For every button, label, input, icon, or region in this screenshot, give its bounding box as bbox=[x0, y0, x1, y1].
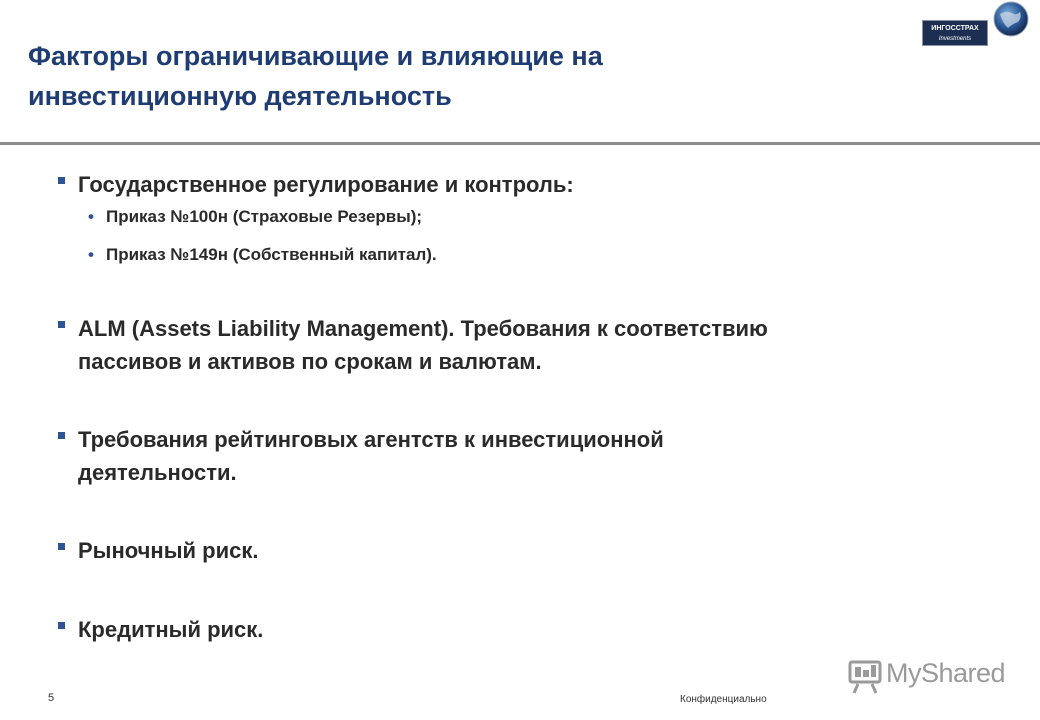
bullet-list bbox=[58, 168, 958, 646]
sub-item-text: Приказ №149н (Собственный капитал). bbox=[106, 245, 437, 264]
confidential-label: Конфиденциально bbox=[680, 694, 767, 705]
square-bullet-icon bbox=[58, 543, 65, 550]
item-text: Рыночный риск. bbox=[78, 538, 259, 563]
list-item-rating-agencies bbox=[58, 423, 958, 489]
item-text: Государственное регулирование и контроль: bbox=[78, 172, 574, 197]
item-text-line: деятельности. bbox=[78, 460, 237, 485]
sub-item-order-149n bbox=[58, 245, 958, 265]
item-text-line: ALM (Assets Liability Management). Требования к соответствию bbox=[78, 316, 768, 341]
list-item-credit-risk bbox=[58, 613, 958, 646]
sub-item-order-100n bbox=[58, 207, 958, 227]
header-divider bbox=[0, 142, 1040, 145]
title-line-1: Факторы ограничивающие и влияющие на bbox=[28, 41, 603, 71]
logo-brand-text: ИНГОССТРАХ bbox=[931, 25, 979, 32]
item-text-line: Требования рейтинговых агентств к инвестиционной bbox=[78, 427, 664, 452]
square-bullet-icon bbox=[58, 321, 65, 328]
title-line-2: инвестиционную деятельность bbox=[28, 81, 452, 111]
sub-item-text: Приказ №100н (Страховые Резервы); bbox=[106, 207, 423, 226]
watermark-text: MyShared bbox=[886, 658, 1006, 688]
square-bullet-icon bbox=[58, 622, 65, 629]
square-bullet-icon bbox=[58, 432, 65, 439]
list-item-regulation bbox=[58, 168, 958, 201]
item-text-line: пассивов и активов по срокам и валютам. bbox=[78, 349, 542, 374]
logo-badge bbox=[922, 20, 988, 46]
item-text: Кредитный риск. bbox=[78, 617, 264, 642]
slide-title bbox=[28, 36, 848, 116]
logo-script-text: Investments bbox=[938, 36, 972, 42]
list-item-alm bbox=[58, 312, 958, 378]
page-number: 5 bbox=[48, 692, 55, 704]
projector-icon bbox=[848, 658, 882, 694]
list-item-market-risk bbox=[58, 534, 958, 567]
square-bullet-icon bbox=[58, 177, 65, 184]
dot-bullet-icon: • bbox=[88, 207, 94, 226]
globe-icon bbox=[992, 0, 1030, 38]
company-logo bbox=[922, 0, 1034, 50]
watermark bbox=[848, 656, 1008, 696]
dot-bullet-icon: • bbox=[88, 245, 94, 264]
